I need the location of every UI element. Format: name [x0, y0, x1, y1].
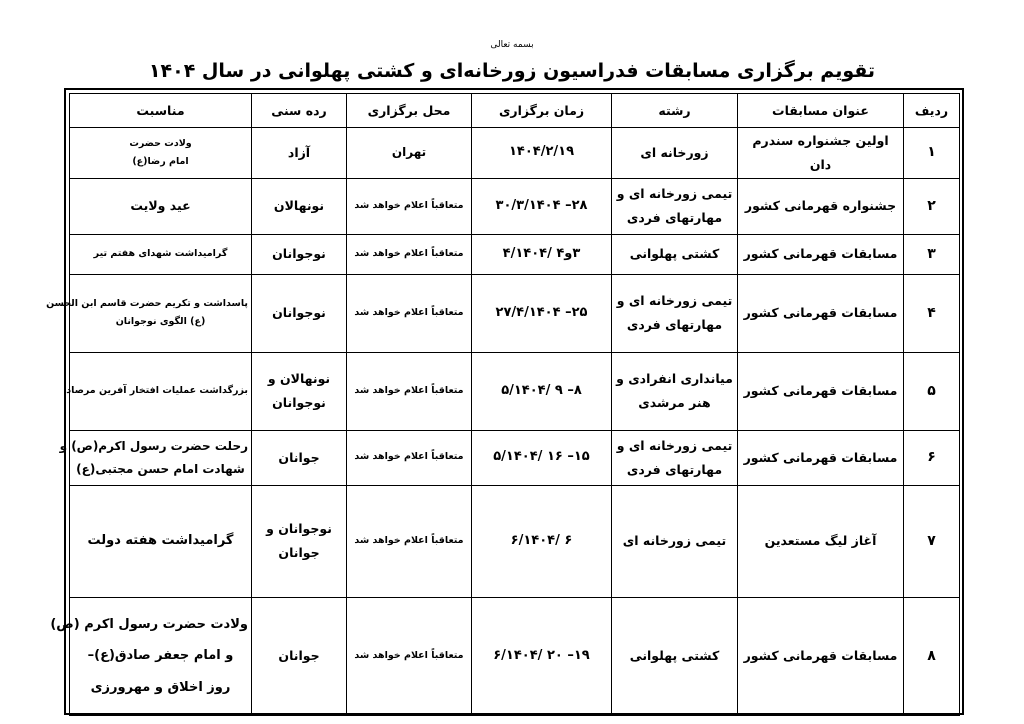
table-header-row — [70, 94, 960, 128]
occasion: رحلت حضرت رسول اکرم(ص) و شهادت امام حسن مجتبی(ع) — [70, 430, 252, 485]
occasion: بزرگداشت عملیات افتخار آفرین مرصاد — [70, 352, 252, 430]
competition-field: تیمی زورخانه ای و مهارتهای فردی — [612, 178, 738, 234]
col-header-field: رشته — [612, 94, 738, 128]
age-group: نوجوانان — [252, 274, 347, 352]
competition-field: میانداری انفرادی و هنر مرشدی — [612, 352, 738, 430]
occasion: گرامیداشت هفته دولت — [70, 485, 252, 597]
competition-date: ۱۵– ۱۶ /۵/۱۴۰۴ — [472, 430, 612, 485]
occasion: عید ولایت — [70, 178, 252, 234]
row-number: ۱ — [904, 128, 960, 179]
age-group: آزاد — [252, 128, 347, 179]
col-header-date: زمان برگزاری — [472, 94, 612, 128]
competition-date: ۸– ۹ /۵/۱۴۰۴ — [472, 352, 612, 430]
competition-field: تیمی زورخانه ای و مهارتهای فردی — [612, 274, 738, 352]
schedule-table — [46, 93, 960, 716]
competition-place: متعاقباً اعلام خواهد شد — [347, 274, 472, 352]
row-number: ۶ — [904, 430, 960, 485]
competition-title: جشنواره قهرمانی کشور — [738, 178, 904, 234]
age-group: جوانان — [252, 597, 347, 715]
occasion: ولادت حضرت رسول اکرم (ص) و امام جعفر صادق(ع)– روز اخلاق و مهرورزی — [70, 597, 252, 715]
competition-place: متعاقباً اعلام خواهد شد — [347, 178, 472, 234]
competition-place: متعاقباً اعلام خواهد شد — [347, 485, 472, 597]
table-row — [70, 352, 960, 430]
competition-title: مسابقات قهرمانی کشور — [738, 352, 904, 430]
competition-field: تیمی زورخانه ای — [612, 485, 738, 597]
col-header-title: عنوان مسابقات — [738, 94, 904, 128]
table-row — [70, 430, 960, 485]
competition-date: ۲۵– ۲۷/۴/۱۴۰۴ — [472, 274, 612, 352]
occasion: پاسداشت و تکریم حضرت قاسم ابن الحسن (ع) الگوی نوجوانان — [70, 274, 252, 352]
age-group: نونهالان و نوجوانان — [252, 352, 347, 430]
competition-place: متعاقباً اعلام خواهد شد — [347, 430, 472, 485]
table-row — [70, 178, 960, 234]
competition-field: زورخانه ای — [612, 128, 738, 179]
competition-date: ۳و۴ /۴/۱۴۰۴ — [472, 234, 612, 274]
age-group: نوجوانان و جوانان — [252, 485, 347, 597]
table-row — [70, 128, 960, 179]
row-number: ۸ — [904, 597, 960, 715]
occasion: ولادت حضرت امام رضا(ع) — [70, 128, 252, 179]
competition-place: متعاقباً اعلام خواهد شد — [347, 352, 472, 430]
competition-place: متعاقباً اعلام خواهد شد — [347, 234, 472, 274]
table-row — [70, 274, 960, 352]
age-group: نونهالان — [252, 178, 347, 234]
competition-title: اولین جشنواره سندرم دان — [738, 128, 904, 179]
row-number: ۵ — [904, 352, 960, 430]
col-header-occasion: مناسبت — [70, 94, 252, 128]
row-number: ۷ — [904, 485, 960, 597]
competition-title: مسابقات قهرمانی کشور — [738, 430, 904, 485]
table-row — [70, 234, 960, 274]
competition-field: کشتی پهلوانی — [612, 234, 738, 274]
competition-field: کشتی پهلوانی — [612, 597, 738, 715]
bismillah-heading: بسمه تعالی — [490, 40, 534, 50]
competition-date: ۱۴۰۴/۲/۱۹ — [472, 128, 612, 179]
competition-date: ۶ /۶/۱۴۰۴ — [472, 485, 612, 597]
occasion: گرامیداشت شهدای هفتم تیر — [70, 234, 252, 274]
competition-title: مسابقات قهرمانی کشور — [738, 234, 904, 274]
col-header-row-number: ردیف — [904, 94, 960, 128]
competition-title: آغاز لیگ مستعدین — [738, 485, 904, 597]
schedule-table-frame — [46, 88, 964, 715]
table-row — [70, 485, 960, 597]
row-number: ۴ — [904, 274, 960, 352]
row-number: ۲ — [904, 178, 960, 234]
col-header-age: رده سنی — [252, 94, 347, 128]
competition-date: ۱۹– ۲۰ /۶/۱۴۰۴ — [472, 597, 612, 715]
competition-field: تیمی زورخانه ای و مهارتهای فردی — [612, 430, 738, 485]
document-title: تقویم برگزاری مسابقات فدراسیون زورخانه‌ای و کشتی پهلوانی در سال ۱۴۰۴ — [148, 60, 876, 82]
age-group: جوانان — [252, 430, 347, 485]
col-header-place: محل برگزاری — [347, 94, 472, 128]
competition-place: تهران — [347, 128, 472, 179]
age-group: نوجوانان — [252, 234, 347, 274]
row-number: ۳ — [904, 234, 960, 274]
competition-title: مسابقات قهرمانی کشور — [738, 274, 904, 352]
competition-place: متعاقباً اعلام خواهد شد — [347, 597, 472, 715]
table-row — [70, 597, 960, 715]
competition-date: ۲۸– ۳۰/۳/۱۴۰۴ — [472, 178, 612, 234]
competition-title: مسابقات قهرمانی کشور — [738, 597, 904, 715]
